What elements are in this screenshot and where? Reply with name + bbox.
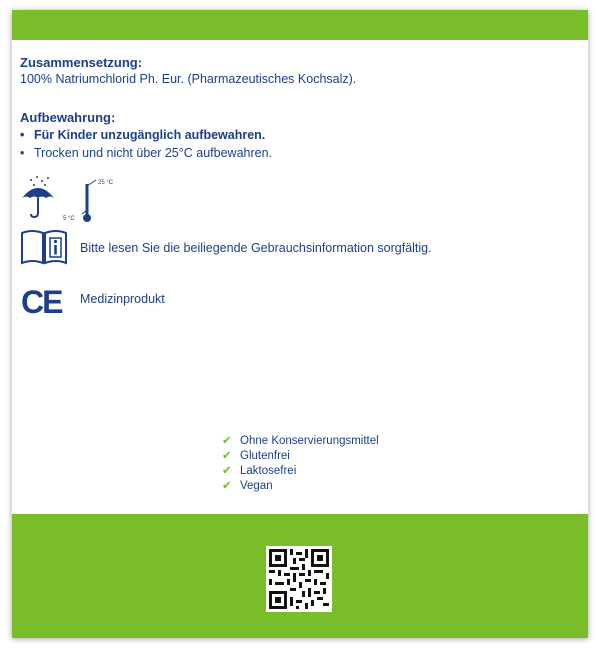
- storage-item-children: [20, 128, 265, 142]
- qr-code-svg: [266, 546, 332, 612]
- claim-item: [222, 479, 379, 494]
- thermometer-icon: [63, 180, 114, 222]
- composition-heading: Zusammensetzung:: [20, 55, 143, 70]
- storage-symbols: [20, 176, 120, 231]
- umbrella-icon: [22, 176, 54, 217]
- temp-max-label: 25 °C: [98, 180, 114, 186]
- storage-item-temperature: [20, 146, 272, 160]
- bullet: •: [20, 128, 25, 142]
- claim-item: [222, 449, 379, 464]
- bullet: •: [20, 146, 25, 160]
- product-label: [12, 10, 588, 638]
- top-green-band: [12, 10, 588, 40]
- claims-list: [222, 434, 379, 494]
- check-icon: ✔: [222, 450, 232, 462]
- check-icon: ✔: [222, 435, 232, 447]
- claim-text: Vegan: [240, 480, 273, 492]
- check-icon: ✔: [222, 465, 232, 477]
- storage-item-text: Für Kinder unzugänglich aufbewahren.: [34, 128, 266, 142]
- claim-text: Glutenfrei: [240, 450, 290, 462]
- instructions-book-icon: [20, 229, 68, 265]
- claim-text: Ohne Konservierungsmittel: [240, 435, 379, 447]
- ce-text: Medizinprodukt: [80, 292, 165, 306]
- storage-item-text: Trocken und nicht über 25°C aufbewahren.: [34, 146, 273, 160]
- storage-heading: Aufbewahrung:: [20, 110, 116, 125]
- claim-item: [222, 434, 379, 449]
- qr-code-icon: [266, 546, 332, 612]
- composition-text: 100% Natriumchlorid Ph. Eur. (Pharmazeutisches Kochsalz).: [20, 72, 357, 86]
- info-text: Bitte lesen Sie die beiliegende Gebrauchsinformation sorgfältig.: [80, 241, 432, 255]
- storage-symbols-svg: [20, 176, 120, 226]
- temp-min-label: 5 °C: [63, 216, 75, 222]
- claim-item: [222, 464, 379, 479]
- check-icon: ✔: [222, 480, 232, 492]
- ce-mark: CE: [21, 284, 62, 320]
- claim-text: Laktosefrei: [240, 465, 297, 477]
